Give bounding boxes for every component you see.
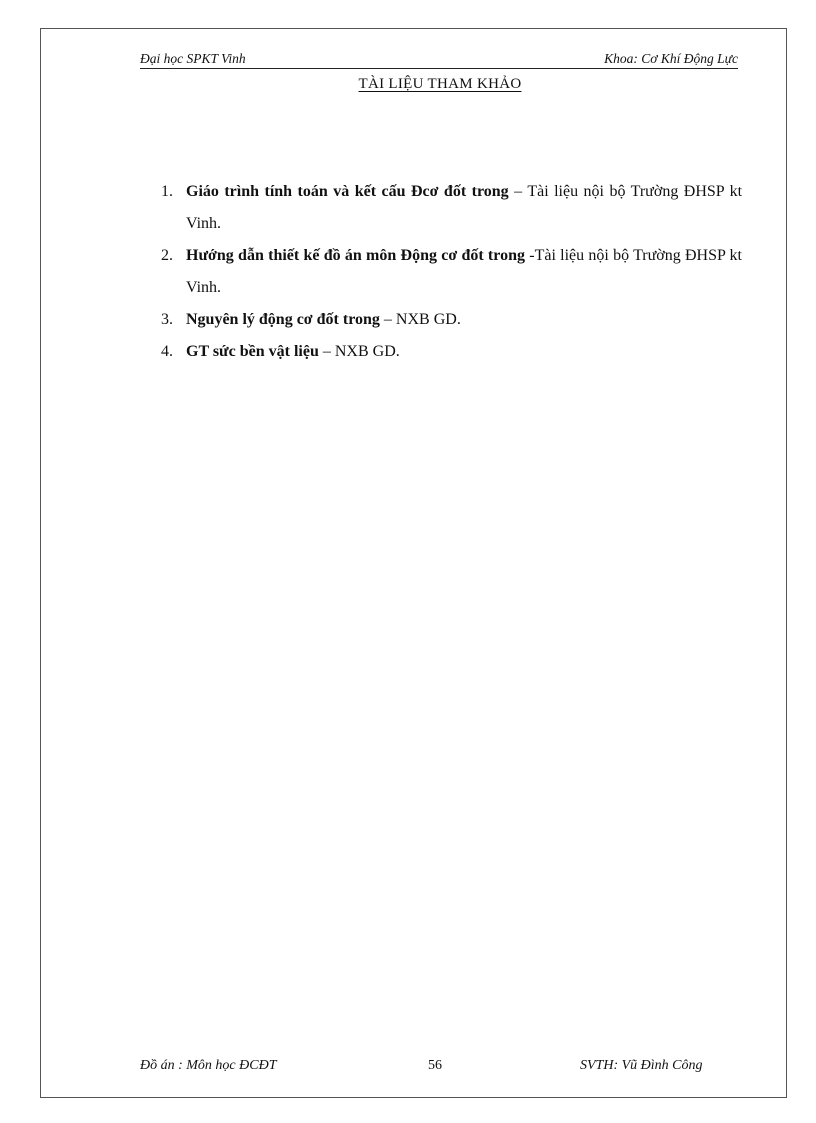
reference-title: Hướng dẫn thiết kế đồ án môn Động cơ đốt trong — [186, 247, 525, 264]
reference-item — [140, 336, 742, 368]
page-header — [140, 50, 738, 69]
reference-title: Giáo trình tính toán và kết cấu Đcơ đốt trong — [186, 183, 509, 200]
reference-source: – NXB GD. — [318, 343, 400, 360]
reference-list — [140, 176, 742, 368]
reference-source: – Tài liệu nội bộ Trường ĐHSP kt Vinh. — [186, 183, 743, 232]
reference-title: Nguyên lý động cơ đốt trong — [186, 311, 380, 328]
reference-source: – NXB GD. — [379, 311, 461, 328]
footer-project: Đồ án : Môn học ĐCĐT — [140, 1058, 277, 1073]
reference-number: 1. — [161, 183, 173, 200]
footer-student: SVTH: Vũ Đình Công — [580, 1058, 703, 1073]
page-title — [0, 76, 816, 93]
reference-number: 3. — [161, 311, 173, 328]
title-text: TÀI LIỆU THAM KHẢO — [358, 76, 522, 92]
reference-title: GT sức bền vật liệu — [186, 343, 319, 360]
header-faculty: Khoa: Cơ Khí Động Lực — [604, 51, 738, 66]
reference-item — [140, 240, 742, 304]
reference-source: -Tài liệu nội bộ Trường ĐHSP kt Vinh. — [186, 247, 743, 296]
reference-item — [140, 176, 742, 240]
reference-item — [140, 304, 742, 336]
page-number: 56 — [428, 1058, 442, 1073]
reference-number: 2. — [161, 247, 173, 264]
header-university: Đại học SPKT Vinh — [140, 51, 246, 66]
reference-number: 4. — [161, 343, 173, 360]
